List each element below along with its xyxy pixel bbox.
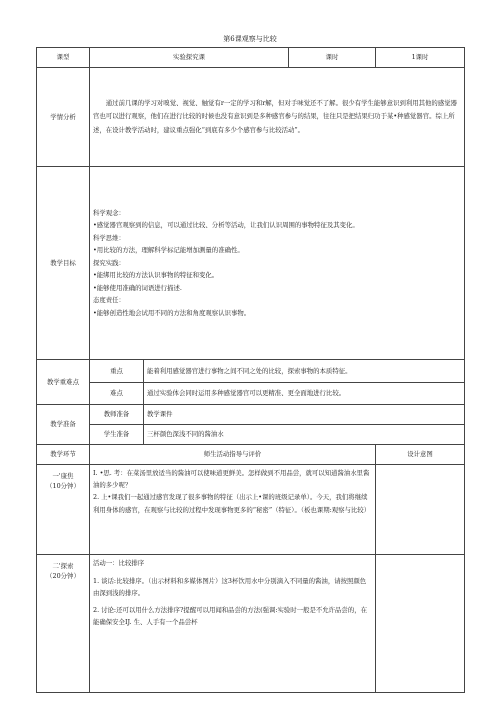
stage1-design [376, 465, 465, 555]
goal-heading: 态度责任： [93, 296, 125, 305]
stage2-design [376, 555, 465, 693]
analysis-label: 学情分析 [37, 68, 90, 167]
key-important-row [37, 360, 465, 383]
goals-label: 教学目标 [37, 167, 90, 360]
prep-label: 教学准备 [37, 405, 90, 445]
goal-heading: 科学观念： [93, 208, 125, 217]
stage1-item: I. •思. 考：在菜汤里放适当的酱油可以使味道更鲜美。怎样做到不用品尝，就可以知道酱油水里酱油的多少呢？ [93, 469, 370, 490]
stage2-name: 二'探索 [52, 562, 74, 570]
stage1-name: 一'康焦 [52, 472, 74, 480]
important-text: 能着利用感觉器官进行事物之间不同之处的比较，探索事物的本质特征。 [144, 360, 465, 383]
key-difficult-row [37, 383, 465, 405]
difficult-label: 难点 [90, 383, 144, 405]
teacher-prep-label: 教师准备 [90, 405, 144, 425]
goals-content [90, 167, 465, 360]
header-row [37, 48, 465, 68]
type-label: 课型 [37, 48, 90, 68]
hours-value: 1课时 [376, 48, 465, 68]
goals-row [37, 167, 465, 360]
stage1-content [90, 465, 376, 555]
stage1-row [37, 465, 465, 555]
key-label: 教学重难点 [37, 360, 90, 405]
analysis-text: 通过前几课的学习对嗅觉、视觉、触觉有r一定的学习和r解，但对手味觉还不了解。很少有学生能够意识到利用其他的感觉器官也可以进行观察，他们在进行比较的时候也没有意识到是多种感官参与的结果，往往只是把结果归功于某•种感觉器官。综上所述，在设计教学活动时，建议重点强化“到底有多少个感官参与比较活动”。 [93, 98, 457, 134]
analysis-row [37, 68, 465, 167]
difficult-text: 通过实验体会同时运用多种感觉器官可以更精准、更全面地进行比较。 [144, 383, 465, 405]
stage2-time: （20分钟） [46, 572, 80, 581]
goal-item: •能够使用准确的词语进行描述. [93, 283, 182, 292]
student-prep-text: 三杯颜色深浅不同的酱油水 [144, 425, 465, 445]
process-header-row [37, 445, 465, 465]
student-prep-label: 学生准备 [90, 425, 144, 445]
stage2-cell [37, 555, 90, 693]
goal-heading: 探究实践： [93, 258, 125, 267]
lesson-plan-table [36, 47, 465, 693]
stage2-item: 1. 谈话:比较排序。（出示材料和多媒体图片）这3杯饮用水中分别滴入不同量的酱油，请按照颜色由深到浅的排序。 [93, 577, 367, 598]
goal-item: •能绑用比较的方法认识事物的特征和变化。 [93, 271, 219, 280]
important-label: 重点 [90, 360, 144, 383]
hours-label: 课时 [289, 48, 376, 68]
activity-title: 活动一：比较排序 [93, 559, 145, 567]
teacher-prep-text: 教学课件 [144, 405, 465, 425]
goal-heading: 科学思维： [93, 233, 125, 242]
page-title: 第6课观察与比较 [223, 35, 277, 43]
stage1-time: （10分钟） [46, 482, 80, 491]
stage1-item: 2. 上•课我们一起通过感官发现了很多事物的特征（出示上•课的班级记录单）。今天，我们将继续利用身体的感官，在观察与比较的过程中发现事物更多的“秘密”（特征）。（板也课期:观察与比较） [93, 493, 371, 514]
activity-header: 师生活动指导与评价 [90, 445, 376, 465]
design-header: 设计意图 [376, 445, 465, 465]
type-value: 实验探究课 [90, 48, 289, 68]
goal-item: •能够创造性地会试用不同的方法和角度观察认识事物。 [93, 308, 251, 317]
stage2-item: 2. 讨论:还可以用什么方法排序?提醒可以用闻和品尝的方法(强调:实验时一般是不允许品尝的，在能确保安全IJ. 生、人手有一个品尝杯 [93, 605, 367, 626]
stage2-content [90, 555, 376, 693]
prep-teacher-row [37, 405, 465, 425]
stage1-cell [37, 465, 90, 555]
goal-item: •感觉器官观察到的信息，可以通过比较、分析等活动，让我们认识周围的事物特征及其变化。 [93, 221, 359, 230]
stage-header: 教学环节 [37, 445, 90, 465]
stage2-row [37, 555, 465, 693]
goal-item: •用比较的方法，理解科学标记能增加测量的准确性。 [93, 246, 244, 255]
prep-student-row [37, 425, 465, 445]
